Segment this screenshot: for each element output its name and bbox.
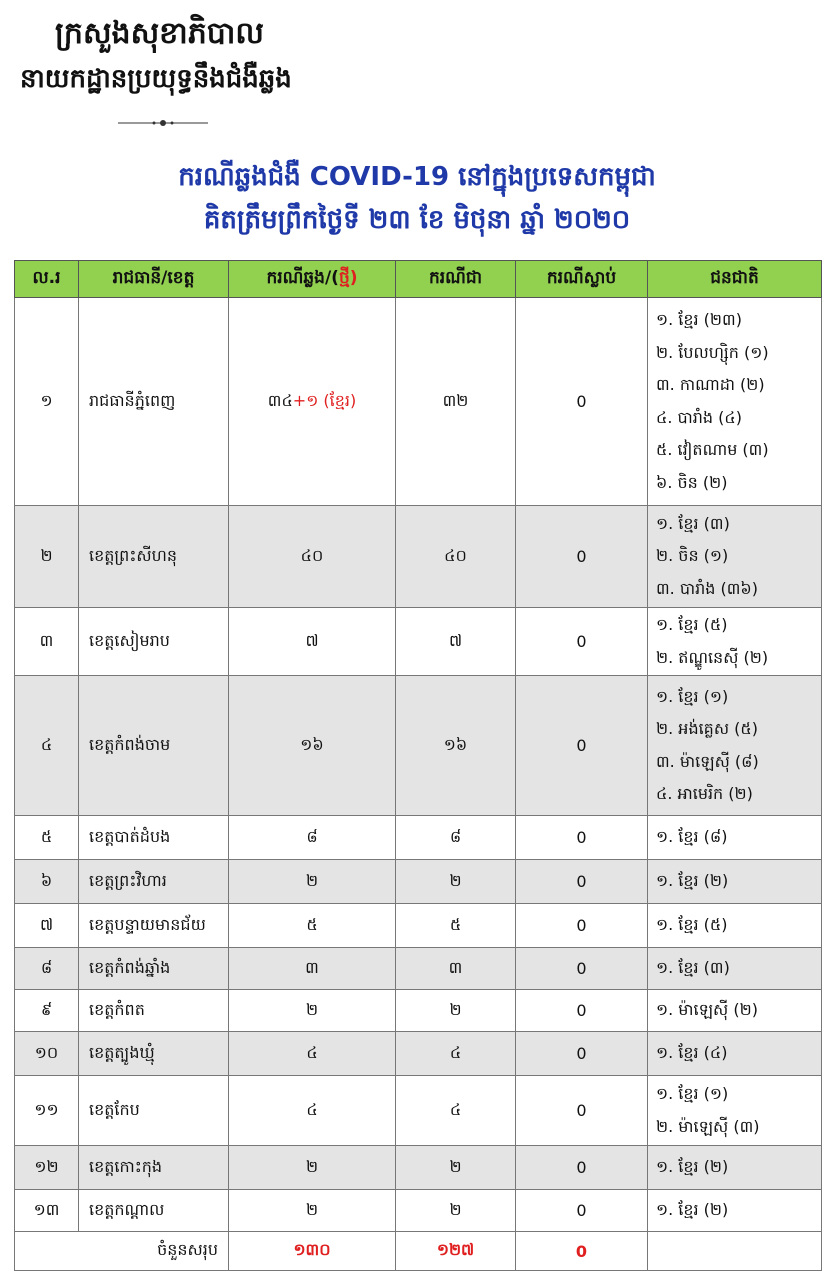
new-cases: +១ (ខ្មែរ)	[292, 390, 357, 410]
total-row	[15, 1232, 822, 1271]
row-number: ១២	[15, 1146, 79, 1190]
nationality-item: ៦. ចិន (២)	[656, 472, 728, 492]
nationality-item: ៥. វៀតណាម (៣)	[656, 440, 769, 459]
deaths-count: 0	[516, 1032, 648, 1076]
table-row	[15, 676, 822, 816]
total-recovered: ១២៧	[396, 1232, 516, 1271]
province-name: ខេត្តព្រះសីហនុ	[79, 506, 229, 608]
nationality-item: ១. ខ្មែរ (៥)	[656, 915, 728, 935]
nationality-item: ៣. បារាំង (៣៦)	[656, 578, 758, 598]
recovered-count: ១៦	[396, 676, 516, 816]
cases-cell	[229, 904, 396, 948]
nationality-item: ១. ខ្មែរ (៣)	[656, 513, 730, 533]
nationality-item: ១. ខ្មែរ (១)	[656, 686, 729, 706]
row-number: ៣	[15, 608, 79, 676]
province-name: ខេត្តកំពង់ចាម	[79, 676, 229, 816]
recovered-count: ៤០	[396, 506, 516, 608]
row-number: ១០	[15, 1032, 79, 1076]
recovered-count: ៤	[396, 1032, 516, 1076]
nationality-item: ១. ខ្មែរ (២)	[656, 1200, 729, 1220]
nationality-list	[648, 1190, 822, 1232]
report-title: ករណីឆ្លងជំងឺ COVID-19 នៅក្នុងប្រទេសកម្ពុជា	[178, 162, 656, 192]
nationality-item: ៤. បារាំង (៤)	[656, 407, 742, 427]
nationality-item: ២. អង់គ្លេស (៥)	[656, 719, 758, 738]
nationality-item: ១. ខ្មែរ (១)	[656, 1084, 729, 1103]
deaths-count: 0	[516, 948, 648, 990]
province-name: ខេត្តបាត់ដំបង	[79, 816, 229, 860]
cases-count: ៤០	[300, 545, 324, 565]
recovered-count: ៨	[396, 816, 516, 860]
total-cases: ១៣០	[229, 1232, 396, 1271]
header-deaths: ករណីស្លាប់	[516, 261, 648, 298]
nationality-list	[648, 298, 822, 506]
recovered-count: ៣២	[396, 298, 516, 506]
cases-count: ៣៤	[267, 390, 293, 410]
cases-count: ៤	[306, 1099, 318, 1119]
total-nationality-empty	[648, 1232, 822, 1271]
row-number: ៤	[15, 676, 79, 816]
header-cases	[229, 261, 396, 298]
cases-count: ៤	[306, 1042, 318, 1062]
cases-cell	[229, 948, 396, 990]
cases-cell	[229, 990, 396, 1032]
table-header-row	[15, 261, 822, 298]
deaths-count: 0	[516, 608, 648, 676]
cases-count: ១៦	[300, 734, 324, 754]
province-name: ខេត្តកំពត	[79, 990, 229, 1032]
table-row	[15, 816, 822, 860]
nationality-item: ១. ខ្មែរ (២)	[656, 1157, 729, 1177]
province-name: ខេត្តត្បូងឃ្មុំ	[79, 1032, 229, 1076]
nationality-item: ៣. ម៉ាឡេស៊ី (៨)	[656, 751, 759, 771]
nationality-item: ១. ខ្មែរ (៤)	[656, 1043, 728, 1063]
row-number: ៥	[15, 816, 79, 860]
nationality-list	[648, 1146, 822, 1190]
cases-count: ៧	[305, 630, 319, 650]
table-row	[15, 298, 822, 506]
divider-ornament	[118, 118, 208, 128]
cases-count: ២	[305, 1199, 319, 1219]
deaths-count: 0	[516, 298, 648, 506]
row-number: ៧	[15, 904, 79, 948]
header-recovered: ករណីជា	[396, 261, 516, 298]
nationality-list	[648, 676, 822, 816]
nationality-item: ៣. កាណាដា (២)	[656, 375, 765, 394]
table-row	[15, 608, 822, 676]
nationality-item: ២. ចិន (១)	[656, 546, 729, 566]
department-name: នាយកដ្ឋានប្រយុទ្ធនឹងជំងឺឆ្លង	[20, 64, 292, 94]
nationality-item: ២. ឥណ្ឌូនេស៊ី (២)	[656, 647, 769, 667]
province-name: ខេត្តបន្ទាយមានជ័យ	[79, 904, 229, 948]
table-row	[15, 904, 822, 948]
row-number: ១៣	[15, 1190, 79, 1232]
nationality-list	[648, 1032, 822, 1076]
report-date: គិតត្រឹមព្រឹកថ្ងៃទី ២៣ ខែ មិថុនា ឆ្នាំ ២០២០	[203, 205, 631, 235]
nationality-item: ១. ខ្មែរ (៣)	[656, 958, 730, 978]
header-cases-label: ករណីឆ្លង/(	[266, 267, 339, 288]
table-row	[15, 1032, 822, 1076]
cases-cell	[229, 816, 396, 860]
cases-cell	[229, 676, 396, 816]
table-row	[15, 990, 822, 1032]
cases-count: ២	[305, 1156, 319, 1176]
cases-cell	[229, 1190, 396, 1232]
header-cases-close: )	[349, 267, 358, 288]
covid-cases-table	[14, 260, 822, 1271]
row-number: ៦	[15, 860, 79, 904]
recovered-count: ៤	[396, 1076, 516, 1146]
table-row	[15, 1146, 822, 1190]
nationality-list	[648, 948, 822, 990]
deaths-count: 0	[516, 990, 648, 1032]
nationality-list	[648, 506, 822, 608]
row-number: ១១	[15, 1076, 79, 1146]
header-no: ល.រ	[15, 261, 79, 298]
row-number: ៨	[15, 948, 79, 990]
header-nationality: ជនជាតិ	[648, 261, 822, 298]
province-name: ខេត្តកោះកុង	[79, 1146, 229, 1190]
cases-cell	[229, 608, 396, 676]
cases-count: ៥	[306, 914, 318, 934]
cases-cell	[229, 1076, 396, 1146]
province-name: ខេត្តកែប	[79, 1076, 229, 1146]
total-deaths: 0	[516, 1232, 648, 1271]
province-name: ខេត្តកំពង់ឆ្នាំង	[79, 948, 229, 990]
nationality-list	[648, 860, 822, 904]
ministry-name: ក្រសួងសុខាភិបាល	[55, 16, 264, 51]
nationality-item: ១. ខ្មែរ (៥)	[656, 615, 728, 634]
cases-cell	[229, 860, 396, 904]
table-row	[15, 1190, 822, 1232]
nationality-list	[648, 608, 822, 676]
table-row	[15, 506, 822, 608]
recovered-count: ២	[396, 990, 516, 1032]
row-number: ១	[15, 298, 79, 506]
recovered-count: ៣	[396, 948, 516, 990]
nationality-list	[648, 1076, 822, 1146]
deaths-count: 0	[516, 506, 648, 608]
nationality-list	[648, 816, 822, 860]
recovered-count: ៧	[396, 608, 516, 676]
table-row	[15, 948, 822, 990]
row-number: ២	[15, 506, 79, 608]
deaths-count: 0	[516, 860, 648, 904]
recovered-count: ២	[396, 1146, 516, 1190]
cases-cell	[229, 298, 396, 506]
nationality-item: ១. ម៉ាឡេស៊ី (២)	[656, 1000, 758, 1020]
header-province: រាជធានី/ខេត្ត	[79, 261, 229, 298]
deaths-count: 0	[516, 1190, 648, 1232]
cases-count: ២	[305, 870, 319, 890]
province-name: ខេត្តព្រះវិហារ	[79, 860, 229, 904]
cases-count: ៣	[305, 957, 319, 977]
header-cases-new: ថ្មី	[338, 267, 350, 288]
table-row	[15, 860, 822, 904]
recovered-count: ៥	[396, 904, 516, 948]
total-label: ចំនួនសរុប	[15, 1232, 229, 1271]
province-name: ខេត្តកណ្ដាល	[79, 1190, 229, 1232]
nationality-list	[648, 990, 822, 1032]
table-row	[15, 1076, 822, 1146]
cases-cell	[229, 1146, 396, 1190]
cases-cell	[229, 506, 396, 608]
cases-count: ២	[305, 999, 319, 1019]
nationality-item: ២. ម៉ាឡេស៊ី (៣)	[656, 1116, 760, 1136]
nationality-list	[648, 904, 822, 948]
cases-cell	[229, 1032, 396, 1076]
recovered-count: ២	[396, 1190, 516, 1232]
deaths-count: 0	[516, 1146, 648, 1190]
deaths-count: 0	[516, 676, 648, 816]
nationality-item: ១. ខ្មែរ (២)	[656, 871, 729, 891]
nationality-item: ៤. អាមេរិក (២)	[656, 784, 753, 803]
nationality-item: ១. ខ្មែរ (២៣)	[656, 310, 742, 329]
province-name: រាជធានីភ្នំពេញ	[79, 298, 229, 506]
cases-count: ៨	[306, 826, 318, 846]
deaths-count: 0	[516, 816, 648, 860]
nationality-item: ១. ខ្មែរ (៨)	[656, 827, 728, 847]
deaths-count: 0	[516, 904, 648, 948]
row-number: ៩	[15, 990, 79, 1032]
province-name: ខេត្តសៀមរាប	[79, 608, 229, 676]
recovered-count: ២	[396, 860, 516, 904]
nationality-item: ២. បែលហ្ស៊ិក (១)	[656, 342, 769, 362]
deaths-count: 0	[516, 1076, 648, 1146]
